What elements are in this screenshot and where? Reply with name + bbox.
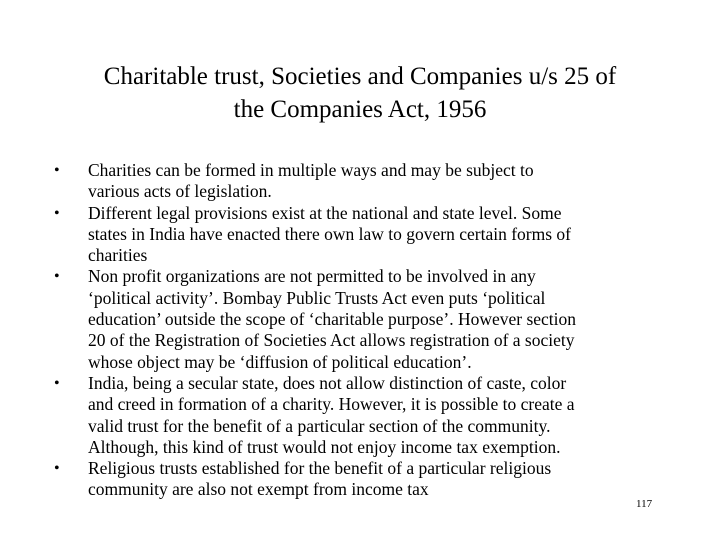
bullet-item-5 [54, 458, 664, 501]
bullet-1-line-1: Charities can be formed in multiple ways and may be subject to [88, 160, 534, 180]
bullet-item-1 [54, 160, 664, 203]
bullet-3-line-2: ‘political activity’. Bombay Public Trusts Act even puts ‘political [88, 287, 546, 308]
bullet-3-line-1: Non profit organizations are not permitted to be involved in any [88, 266, 536, 287]
bullet-4-line-1: India, being a secular state, does not allow distinction of caste, color [88, 372, 567, 393]
slide-title-line-2: the Companies Act, 1956 [233, 96, 487, 123]
bullet-2-line-3: charities [88, 245, 148, 266]
bullet-dot: • [54, 374, 60, 392]
bullet-4-line-4: Although, this kind of trust would not enjoy income tax exemption. [88, 436, 561, 457]
bullet-item-4 [54, 373, 664, 458]
bullet-5-line-2: community are also not exempt from income tax [88, 479, 429, 500]
bullet-4-line-2: and creed in formation of a charity. However, it is possible to create a [88, 394, 575, 415]
bullet-3-line-3: education’ outside the scope of ‘charitable purpose’. However section [88, 309, 577, 330]
bullet-dot: • [54, 204, 60, 222]
bullet-3-line-5: whose object may be ‘diffusion of political education’. [88, 351, 472, 372]
bullet-2-line-1: Different legal provisions exist at the national and state level. Some [88, 202, 562, 223]
bullet-3-line-4: 20 of the Registration of Societies Act allows registration of a society [88, 330, 575, 351]
bullet-dot: • [54, 162, 60, 179]
bullet-list [54, 160, 664, 501]
slide-title-line-1: Charitable trust, Societies and Companies u/s 25 of [103, 63, 617, 90]
page-number: 117 [636, 498, 653, 510]
bullet-dot: • [54, 460, 60, 478]
bullet-1-line-2: various acts of legislation. [88, 181, 272, 202]
slide-title [40, 60, 680, 126]
bullet-4-line-3: valid trust for the benefit of a particular section of the community. [88, 415, 551, 436]
bullet-5-line-1: Religious trusts established for the benefit of a particular religious [88, 458, 552, 479]
bullet-item-3 [54, 266, 664, 372]
bullet-item-2 [54, 203, 664, 267]
bullet-2-line-2: states in India have enacted there own law to govern certain forms of [88, 223, 572, 244]
bullet-dot: • [54, 268, 60, 286]
